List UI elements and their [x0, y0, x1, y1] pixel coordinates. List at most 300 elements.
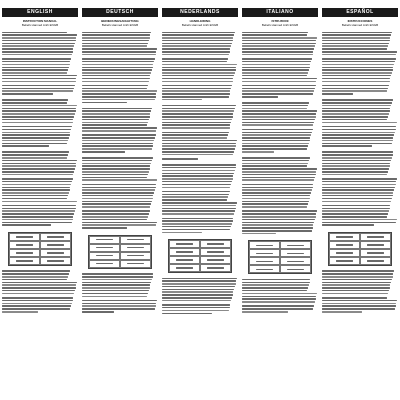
- text-line: [322, 93, 353, 95]
- table-cell: [120, 252, 151, 260]
- text-line: [2, 208, 76, 210]
- text-line: [2, 67, 69, 69]
- text-line: [162, 181, 232, 183]
- table-cell: [9, 249, 40, 257]
- text-line: [82, 222, 157, 224]
- text-line: [242, 282, 310, 284]
- text-line: [322, 279, 392, 281]
- text-line: [162, 137, 227, 139]
- text-line: [82, 195, 153, 197]
- text-line: [242, 222, 314, 224]
- language-header: ENGLISH: [2, 8, 78, 17]
- text-line: [2, 126, 72, 128]
- text-line: [242, 210, 317, 212]
- text-line: [242, 32, 308, 34]
- body-text: [82, 30, 158, 103]
- text-line: [82, 40, 149, 42]
- text-line: [162, 151, 234, 153]
- text-line: [242, 134, 311, 136]
- text-line: [162, 132, 229, 134]
- text-line: [162, 78, 233, 80]
- text-line: [2, 270, 70, 272]
- text-line: [82, 308, 155, 310]
- text-line: [82, 279, 152, 281]
- text-line: [96, 263, 114, 265]
- text-line: [82, 67, 153, 69]
- text-line: [2, 192, 69, 194]
- text-line: [322, 216, 387, 218]
- text-line: [2, 61, 70, 63]
- text-line: [336, 236, 354, 238]
- text-line: [2, 34, 77, 36]
- text-line: [242, 122, 314, 124]
- text-line: [2, 213, 74, 215]
- column-en: [2, 8, 78, 396]
- text-line: [82, 48, 157, 50]
- body-text: [322, 98, 398, 147]
- text-line: [162, 145, 236, 147]
- text-line: [82, 137, 155, 139]
- text-line: [162, 45, 231, 47]
- text-line: [162, 278, 237, 280]
- text-line: [322, 184, 396, 186]
- text-line: [2, 85, 75, 87]
- text-line: [242, 284, 309, 286]
- table-cell: [9, 241, 40, 249]
- text-line: [176, 267, 194, 269]
- text-line: [322, 72, 392, 74]
- text-line: [96, 239, 114, 241]
- text-line: [2, 181, 72, 183]
- text-line: [2, 195, 68, 197]
- text-line: [242, 206, 307, 208]
- text-line: [82, 151, 125, 153]
- text-line: [82, 300, 157, 302]
- text-line: [162, 175, 233, 177]
- text-line: [162, 124, 230, 126]
- text-line: [242, 61, 311, 63]
- text-line: [242, 311, 288, 313]
- text-line: [82, 145, 153, 147]
- text-line: [82, 219, 147, 221]
- text-line: [82, 116, 150, 118]
- text-line: [162, 148, 235, 150]
- text-line: [162, 122, 231, 124]
- text-line: [47, 244, 65, 246]
- text-line: [322, 273, 393, 275]
- text-line: [322, 48, 387, 50]
- table-cell: [120, 236, 151, 244]
- text-line: [336, 244, 354, 246]
- text-line: [367, 236, 385, 238]
- text-line: [16, 236, 34, 238]
- text-line: [82, 78, 150, 80]
- text-line: [322, 85, 389, 87]
- text-line: [176, 251, 194, 253]
- text-line: [16, 252, 34, 254]
- text-line: [2, 224, 51, 226]
- text-line: [242, 160, 309, 162]
- text-line: [162, 294, 233, 296]
- text-line: [287, 253, 305, 255]
- text-line: [322, 145, 372, 147]
- text-line: [162, 170, 235, 172]
- text-line: [242, 45, 315, 47]
- spec-table: [8, 232, 72, 266]
- text-line: [322, 64, 394, 66]
- text-line: [82, 168, 150, 170]
- text-line: [322, 300, 397, 302]
- text-line: [322, 290, 389, 292]
- table-cell: [360, 241, 391, 249]
- text-line: [242, 168, 317, 170]
- table-cell: [329, 233, 360, 241]
- text-line: [82, 54, 156, 56]
- text-line: [162, 127, 230, 129]
- spec-table: [248, 240, 312, 274]
- text-line: [82, 127, 157, 129]
- text-line: [82, 37, 150, 39]
- model-line: Beliefs Hanned Anih ENGB: [341, 23, 379, 27]
- body-text: [322, 269, 398, 313]
- text-line: [162, 113, 233, 115]
- text-line: [287, 261, 305, 263]
- body-text: [322, 150, 398, 226]
- text-line: [322, 154, 393, 156]
- text-line: [162, 51, 230, 53]
- text-line: [96, 247, 114, 249]
- text-line: [242, 132, 312, 134]
- text-line: [82, 165, 150, 167]
- body-text: [162, 163, 238, 233]
- text-line: [2, 189, 70, 191]
- text-line: [256, 261, 274, 263]
- text-line: [322, 219, 397, 221]
- text-line: [336, 260, 354, 262]
- text-line: [2, 154, 68, 156]
- text-line: [2, 72, 67, 74]
- text-line: [322, 178, 397, 180]
- text-line: [162, 210, 235, 212]
- text-line: [2, 134, 70, 136]
- text-line: [162, 32, 235, 34]
- text-line: [2, 297, 73, 299]
- text-line: [242, 72, 308, 74]
- spec-table: [328, 232, 392, 266]
- text-line: [2, 276, 68, 278]
- text-line: [242, 81, 316, 83]
- body-text: [322, 30, 398, 95]
- text-line: [82, 64, 153, 66]
- text-line: [242, 189, 312, 191]
- text-line: [242, 137, 310, 139]
- text-line: [162, 61, 227, 63]
- text-line: [162, 213, 234, 215]
- table-cell: [169, 264, 200, 272]
- text-line: [2, 187, 70, 189]
- text-line: [2, 51, 73, 53]
- manual-title: BEDIENUNGSANLEITUNG: [101, 19, 139, 23]
- manual-title: HANDLEIDING: [189, 19, 211, 23]
- text-line: [242, 213, 316, 215]
- text-line: [242, 124, 313, 126]
- text-line: [322, 113, 389, 115]
- text-line: [256, 245, 274, 247]
- text-line: [2, 99, 68, 101]
- text-line: [242, 43, 316, 45]
- text-line: [367, 252, 385, 254]
- text-line: [322, 270, 394, 272]
- text-line: [207, 267, 225, 269]
- text-line: [82, 160, 152, 162]
- text-line: [242, 233, 276, 235]
- text-line: [242, 171, 316, 173]
- table-cell: [280, 249, 311, 257]
- text-line: [322, 102, 392, 104]
- text-line: [322, 189, 394, 191]
- text-line: [242, 184, 313, 186]
- text-line: [2, 119, 73, 121]
- text-line: [82, 224, 156, 226]
- text-line: [242, 102, 309, 104]
- text-line: [322, 116, 388, 118]
- text-line: [82, 273, 153, 275]
- column-de: [82, 8, 158, 396]
- text-line: [242, 88, 315, 90]
- text-line: [82, 174, 148, 176]
- text-line: [242, 177, 315, 179]
- text-line: [242, 93, 313, 95]
- text-line: [242, 58, 312, 60]
- text-line: [82, 119, 149, 121]
- text-line: [322, 171, 388, 173]
- text-line: [322, 282, 391, 284]
- text-line: [82, 203, 151, 205]
- text-line: [322, 108, 390, 110]
- text-line: [322, 210, 389, 212]
- text-line: [2, 151, 69, 153]
- text-line: [322, 40, 390, 42]
- table-cell: [329, 249, 360, 257]
- table-cell: [280, 241, 311, 249]
- text-line: [82, 290, 149, 292]
- text-line: [242, 195, 310, 197]
- text-line: [162, 48, 230, 50]
- text-line: [242, 174, 316, 176]
- text-line: [242, 192, 311, 194]
- table-cell: [280, 265, 311, 273]
- text-line: [242, 151, 274, 153]
- text-line: [242, 301, 315, 303]
- text-line: [162, 105, 236, 107]
- text-line: [322, 140, 393, 142]
- text-line: [162, 191, 230, 193]
- text-line: [322, 54, 396, 56]
- text-line: [322, 32, 392, 34]
- text-line: [256, 253, 274, 255]
- spec-table: [88, 235, 152, 269]
- text-line: [2, 32, 67, 34]
- text-line: [162, 140, 237, 142]
- body-text: [2, 150, 78, 226]
- text-line: [2, 311, 38, 313]
- text-line: [162, 40, 233, 42]
- column-it: [242, 8, 318, 396]
- text-line: [2, 116, 74, 118]
- body-text: [82, 272, 158, 313]
- text-line: [242, 37, 317, 39]
- text-line: [82, 90, 157, 92]
- text-line: [82, 85, 148, 87]
- text-line: [207, 259, 225, 261]
- table-cell: [40, 241, 71, 249]
- text-line: [82, 276, 153, 278]
- text-line: [162, 54, 229, 56]
- text-line: [2, 54, 72, 56]
- text-line: [82, 296, 147, 298]
- text-line: [2, 78, 76, 80]
- text-line: [162, 220, 233, 222]
- text-line: [322, 276, 393, 278]
- text-line: [322, 99, 393, 101]
- text-line: [82, 34, 150, 36]
- table-cell: [169, 256, 200, 264]
- text-line: [322, 205, 390, 207]
- text-line: [176, 243, 194, 245]
- text-line: [2, 37, 76, 39]
- text-line: [176, 259, 194, 261]
- text-line: [162, 205, 236, 207]
- text-line: [162, 96, 229, 98]
- text-line: [2, 308, 70, 310]
- text-line: [242, 165, 307, 167]
- text-line: [162, 178, 233, 180]
- text-line: [322, 43, 389, 45]
- text-line: [162, 232, 202, 234]
- language-header: ITALIANO: [242, 8, 318, 17]
- text-line: [82, 311, 114, 313]
- text-line: [162, 184, 231, 186]
- body-text: [242, 156, 318, 235]
- body-text: [2, 30, 78, 95]
- text-line: [162, 75, 234, 77]
- text-line: [162, 43, 232, 45]
- text-line: [2, 198, 67, 200]
- text-line: [162, 93, 230, 95]
- text-line: [242, 148, 307, 150]
- text-line: [322, 137, 393, 139]
- text-line: [322, 81, 390, 83]
- text-line: [242, 198, 310, 200]
- text-line: [162, 194, 229, 196]
- body-text: [162, 103, 238, 159]
- text-line: [2, 160, 77, 162]
- text-line: [82, 69, 152, 71]
- body-text: [82, 106, 158, 152]
- table-cell: [89, 252, 120, 260]
- text-line: [82, 171, 149, 173]
- table-cell: [40, 257, 71, 265]
- text-line: [162, 99, 202, 101]
- text-line: [127, 263, 145, 265]
- text-line: [82, 32, 151, 34]
- text-line: [2, 93, 53, 95]
- text-line: [162, 196, 228, 198]
- text-line: [162, 167, 236, 169]
- text-line: [2, 132, 70, 134]
- text-line: [322, 129, 396, 131]
- text-line: [162, 143, 236, 145]
- language-header: ESPAÑOL: [322, 8, 398, 17]
- text-line: [242, 51, 313, 53]
- text-line: [162, 208, 236, 210]
- text-line: [162, 226, 231, 228]
- text-line: [162, 108, 235, 110]
- text-line: [322, 51, 397, 53]
- table-cell: [280, 257, 311, 265]
- text-line: [82, 140, 154, 142]
- text-line: [322, 110, 390, 112]
- table-cell: [40, 249, 71, 257]
- table-cell: [89, 236, 120, 244]
- table-cell: [40, 233, 71, 241]
- text-line: [322, 305, 396, 307]
- text-line: [242, 108, 307, 110]
- text-line: [82, 179, 157, 181]
- text-line: [322, 165, 390, 167]
- text-line: [242, 34, 307, 36]
- text-line: [162, 37, 233, 39]
- text-line: [162, 187, 230, 189]
- body-text: [162, 276, 238, 314]
- text-line: [162, 85, 232, 87]
- text-line: [2, 290, 75, 292]
- text-line: [242, 224, 313, 226]
- text-line: [242, 85, 316, 87]
- text-line: [162, 291, 233, 293]
- body-text: [162, 30, 238, 100]
- text-line: [82, 201, 152, 203]
- text-line: [82, 61, 154, 63]
- text-line: [242, 157, 310, 159]
- text-line: [322, 163, 390, 165]
- text-line: [242, 179, 314, 181]
- text-line: [82, 206, 150, 208]
- table-cell: [120, 244, 151, 252]
- table-cell: [249, 249, 280, 257]
- text-line: [322, 88, 388, 90]
- table-cell: [169, 248, 200, 256]
- text-line: [322, 78, 390, 80]
- text-line: [2, 48, 73, 50]
- text-line: [242, 298, 316, 300]
- text-line: [2, 168, 75, 170]
- text-line: [82, 99, 155, 101]
- text-line: [162, 223, 232, 225]
- text-line: [367, 260, 385, 262]
- table-cell: [360, 257, 391, 265]
- text-line: [162, 307, 230, 309]
- text-line: [162, 154, 233, 156]
- text-line: [322, 69, 393, 71]
- text-line: [162, 119, 232, 121]
- text-line: [2, 64, 70, 66]
- text-line: [242, 78, 317, 80]
- text-line: [2, 201, 77, 203]
- text-line: [242, 75, 307, 77]
- text-line: [242, 163, 308, 165]
- text-line: [2, 157, 67, 159]
